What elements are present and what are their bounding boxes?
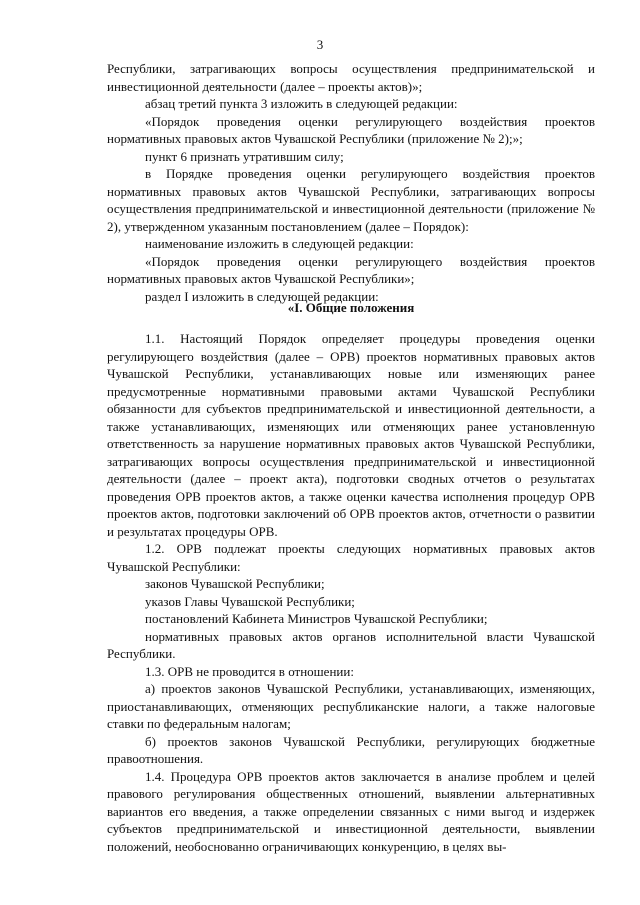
clause-1-3-item-b: б) проектов законов Чувашской Республики, регулирующих бюджетные правоотношения. (107, 733, 595, 766)
intro-paragraph-6: наименование изложить в следующей редакции: (145, 236, 414, 251)
clause-1-2: 1.2. ОРВ подлежат проекты следующих нормативных правовых актов Чувашской Республики: (107, 541, 595, 574)
intro-paragraph-1: Республики, затрагивающих вопросы осуществления предпринимательской и инвестиционной деятельности (далее – проекты актов)»; (107, 61, 595, 94)
intro-block (107, 60, 595, 305)
section-heading: «I. Общие положения (287, 300, 415, 315)
clause-1-3-item-a: а) проектов законов Чувашской Республики, устанавливающих, изменяющих, приостанавливающих, отменяющих республиканские налоги, а также налоговые ставки по федеральным налогам; (107, 681, 595, 731)
clause-1-2-item-decrees: указов Главы Чувашской Республики; (145, 593, 355, 609)
clause-1-1: 1.1. Настоящий Порядок определяет процедуры проведения оценки регулирующего воздействия (далее – ОРВ) проектов нормативных правовых актов Чувашской Республики, устанавливающих новые или изменяющих ранее предусмотренные нормативными правовыми актами Чувашской Республики обязанности для субъектов предпринимательской и инвестиционной деятельности, а также устанавливающих, изменяющих или отменяющих ранее установленную ответственность за нарушение нормативных правовых актов Чувашской Республики, затрагивающих вопросы осуществления предпринимательской и инвестиционной деятельности (далее – проект акта), подготовки сводных отчетов о результатах проведения ОРВ проектов актов, а также оценки качества исполнения процедур ОРВ проектов актов, подготовки заключений об ОРВ проектов актов, отчетности о развитии и результатах процедуры ОРВ. (107, 331, 595, 539)
clause-1-2-item-agency-acts: нормативных правовых актов органов исполнительной власти Чувашской Республики. (107, 628, 595, 661)
intro-paragraph-8: раздел I изложить в следующей редакции: (145, 288, 379, 304)
clause-1-2-item-laws: законов Чувашской Республики; (145, 576, 325, 591)
section-body (107, 330, 595, 855)
clause-1-2-item-resolutions: постановлений Кабинета Министров Чувашской Республики; (145, 611, 488, 626)
intro-paragraph-3: «Порядок проведения оценки регулирующего воздействия проектов нормативных правовых актов Чувашской Республики (приложение № 2);»; (107, 113, 595, 146)
intro-paragraph-7: «Порядок проведения оценки регулирующего воздействия проектов нормативных правовых актов Чувашской Республики»; (107, 253, 595, 286)
clause-1-3: 1.3. ОРВ не проводится в отношении: (145, 663, 354, 679)
clause-1-4: 1.4. Процедура ОРВ проектов актов заключается в анализе проблем и целей правового регулирования общественных отношений, выявлении альтернативных вариантов его введения, а также определении связанных с ними выгод и издержек субъектов предпринимательской и инвестиционной деятельности, выявлении положений, необоснованно ограничивающих конкуренцию, в целях вы- (107, 768, 595, 854)
page-number: 3 (316, 37, 324, 52)
intro-paragraph-4: пункт 6 признать утратившим силу; (145, 148, 344, 164)
intro-paragraph-5: в Порядке проведения оценки регулирующего воздействия проектов нормативных правовых актов Чувашской Республики, затрагивающих вопросы осуществления предпринимательской и инвестиционной деятельности (приложение № 2), утвержденном указанным постановлением (далее – Порядок): (107, 166, 595, 234)
intro-paragraph-2: абзац третий пункта 3 изложить в следующей редакции: (145, 96, 458, 111)
